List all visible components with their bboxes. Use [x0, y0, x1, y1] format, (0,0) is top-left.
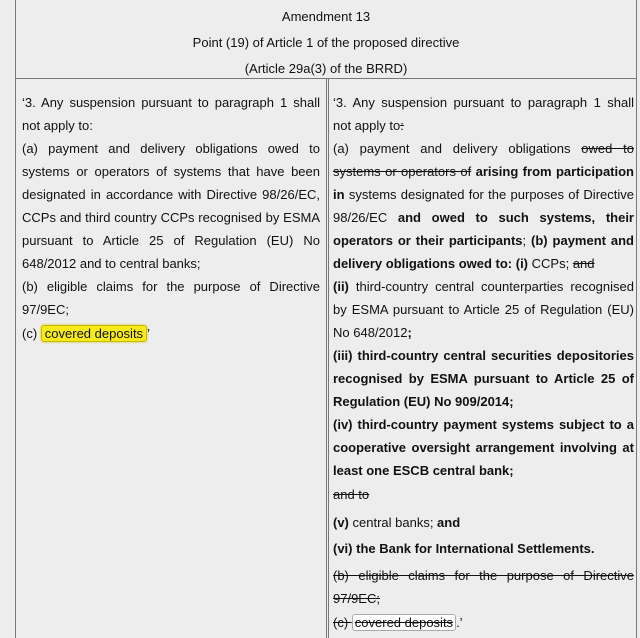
amended-text-column — [326, 79, 637, 638]
left-paragraph-a: (a) payment and delivery obligations owed to systems or operators of systems that have been designated in accordance with Directive 98/26/EC, CCPs and third country CCPs recognised by ESMA pursuant to Article 25 of Regulation (EU) No 648/2012 and to central banks; — [22, 141, 320, 271]
right-v-and: and — [437, 515, 461, 530]
right-ii-text: third-country central counterparties recognised by ESMA pursuant to Article 25 of Regulation (EU) No 648/2012 — [333, 279, 634, 340]
right-a-text: (a) payment and delivery obligations — [333, 141, 582, 156]
right-a-deleted: owed to systems or operators of — [333, 141, 634, 179]
left-c-prefix: (c) — [22, 326, 41, 341]
left-c-suffix: ’ — [147, 326, 150, 341]
right-a-text-2: systems designated for the purposes of Directive 98/26/EC — [333, 187, 634, 225]
right-covered-deposits-deleted: covered deposits — [352, 614, 456, 631]
amendment-number: Amendment 13 — [281, 9, 371, 24]
covered-deposits-highlight: covered deposits — [41, 325, 147, 342]
right-paragraph-iii: (iii) third-country central securities depositories recognised by ESMA pursuant to Article 25 of Regulation (EU) No 909/2014; — [333, 348, 634, 409]
right-a-inserted-2: and owed to such systems, their operators or their participants — [333, 210, 634, 248]
left-paragraph-intro: ‘3. Any suspension pursuant to paragraph 1 shall not apply to: — [22, 95, 320, 133]
amendment-point: Point (19) of Article 1 of the proposed directive — [192, 35, 460, 50]
right-paragraph-vi: (vi) the Bank for International Settlements. — [333, 541, 595, 556]
right-and-to-deleted: and to — [333, 487, 370, 502]
left-paragraph-c — [22, 322, 320, 345]
amendment-header — [15, 0, 637, 79]
right-intro-text: ‘3. Any suspension pursuant to paragraph 1 shall not apply to — [333, 95, 634, 133]
amendment-article: (Article 29a(3) of the BRRD) — [244, 61, 408, 76]
right-ccps-text: CCPs; — [528, 256, 573, 271]
right-paragraph-v — [333, 511, 634, 534]
right-paragraph-intro — [333, 91, 634, 137]
right-a-text-3: ; — [522, 233, 532, 248]
right-paragraph-a — [333, 137, 634, 275]
right-ii-semicolon: ; — [407, 325, 412, 340]
right-v-text: central banks; — [348, 515, 438, 530]
original-text-column — [15, 79, 326, 638]
left-paragraph-b: (b) eligible claims for the purpose of Directive 97/9EC; — [22, 279, 320, 317]
right-c-prefix-deleted: (c) — [333, 615, 352, 630]
right-paragraph-b-deleted: (b) eligible claims for the purpose of Directive 97/9EC; — [333, 568, 634, 606]
right-intro-deleted: : — [400, 118, 404, 133]
right-a-inserted: arising from participation in — [333, 164, 634, 202]
right-paragraph-ii — [333, 275, 634, 344]
right-b-inserted: (b) payment and delivery obligations owed to: (i) — [333, 233, 634, 271]
right-v-label: (v) — [333, 515, 349, 530]
right-paragraph-iv: (iv) third-country payment systems subject to a cooperative oversight arrangement involving at least one ESCB central bank; — [333, 417, 634, 478]
right-ii-label: (ii) — [333, 279, 349, 294]
right-c-suffix: .’ — [456, 615, 463, 630]
right-and-deleted: and — [572, 256, 595, 271]
right-paragraph-c — [333, 611, 634, 634]
